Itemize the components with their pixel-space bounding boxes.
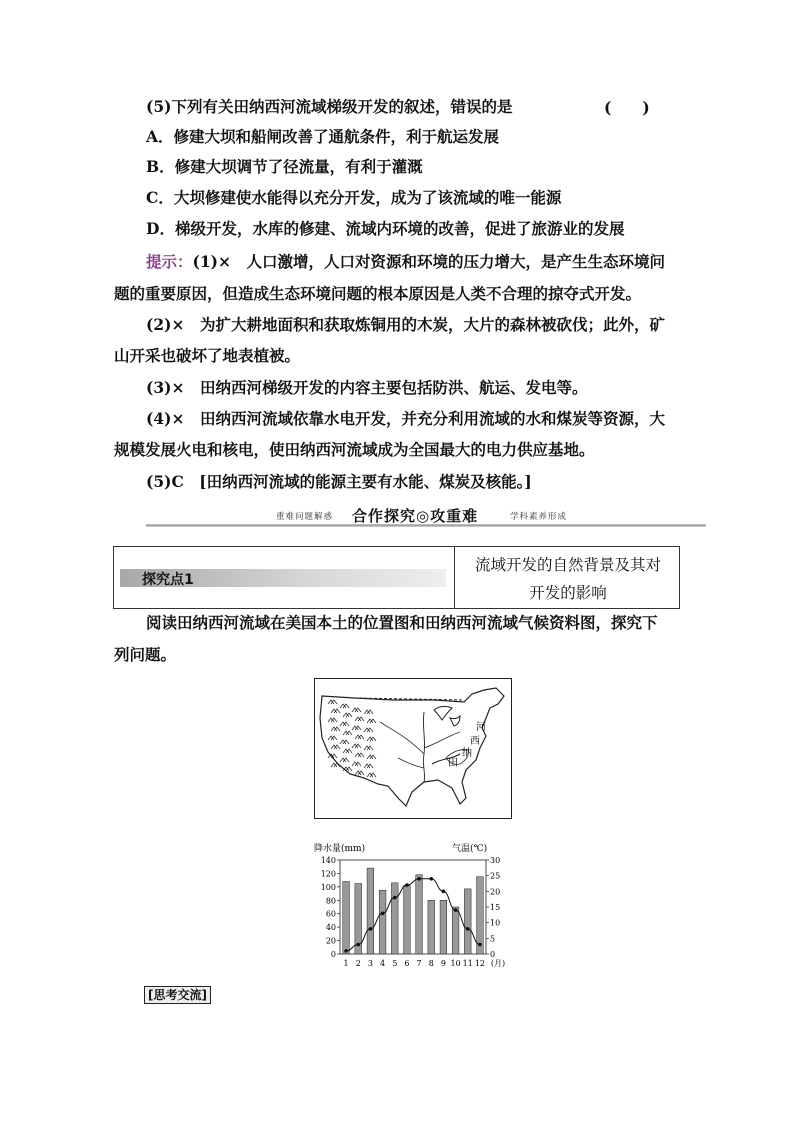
precip-bar-4 (391, 883, 398, 954)
xtick-6: 7 (416, 959, 422, 968)
precip-bar-3 (379, 890, 386, 954)
precip-bar-2 (367, 868, 374, 954)
precip-bar-8 (440, 900, 447, 954)
ytick-left-4: 80 (325, 896, 336, 906)
xtick-5: 6 (404, 959, 410, 968)
chart-plot-frame (340, 860, 486, 954)
precip-bar-10 (464, 889, 471, 954)
temp-point-1 (356, 943, 360, 947)
ytick-left-0: 0 (330, 950, 336, 959)
ytick-right-3: 15 (490, 903, 501, 912)
hint-4-line2: 规模发展火电和核电，使田纳西河流域成为全国最大的电力供应基地。 (114, 440, 595, 459)
ytick-right-1: 5 (490, 934, 496, 944)
option-c: C．大坝修建使水能得以充分开发，成为了该流域的唯一能源 (146, 188, 562, 207)
xtick-2: 3 (367, 959, 373, 968)
ytick-right-4: 20 (490, 887, 501, 897)
xtick-8: 9 (440, 959, 446, 968)
inquiry-tag-cell (114, 547, 455, 608)
temp-point-4 (393, 896, 397, 900)
precip-bar-0 (343, 881, 350, 954)
hint-2-line2: 山开采也破坏了地表植被。 (114, 346, 301, 365)
xtick-9: 10 (450, 959, 461, 968)
xtick-7: 8 (428, 959, 434, 968)
precip-bar-9 (452, 907, 459, 954)
xtick-unit: (月) (490, 959, 506, 968)
ytick-right-6: 30 (490, 856, 501, 865)
temp-point-0 (344, 949, 348, 953)
ytick-left-3: 60 (325, 909, 336, 919)
chart-temp-line (344, 877, 481, 953)
inquiry-tag: 探究点1 (142, 572, 194, 588)
banner-title: 合作探究◎攻重难 (352, 507, 479, 525)
ytick-left-6: 120 (320, 869, 336, 879)
option-b: B．修建大坝调节了径流量，有利于灌溉 (146, 157, 423, 176)
hint-1-text: (1)× 人口激增，人口对资源和环境的压力增大，是产生生态环境问 (192, 252, 665, 271)
option-a: A．修建大坝和船闸改善了通航条件，利于航运发展 (146, 127, 500, 146)
map-label-he: 河 (476, 722, 486, 733)
hint-4-line1: (4)× 田纳西河流域依靠水电开发，并充分利用流域的水和煤炭等资源，大 (146, 409, 665, 428)
precip-bar-11 (477, 877, 484, 954)
precip-bar-5 (404, 886, 411, 954)
chart-ylabel-right: 气温(℃) (452, 844, 488, 854)
think-exchange-label: [思考交流] (144, 986, 211, 1004)
precip-bar-6 (416, 875, 423, 954)
hint-5: (5)C [田纳西河流域的能源主要有水能、煤炭及核能。] (146, 472, 532, 491)
ytick-left-7: 140 (320, 856, 336, 865)
us-location-map (314, 678, 512, 819)
temp-point-7 (429, 877, 433, 881)
temp-point-2 (369, 927, 373, 931)
temp-point-10 (466, 927, 470, 931)
map-label-na: 纳 (462, 748, 472, 759)
ytick-left-2: 40 (325, 923, 336, 933)
xtick-1: 2 (355, 959, 361, 968)
temp-point-5 (405, 883, 409, 887)
temp-point-9 (454, 908, 458, 912)
ytick-right-0: 0 (490, 950, 496, 959)
ytick-left-5: 100 (320, 882, 336, 892)
inquiry-table (113, 546, 680, 609)
inquiry-title-line1: 流域开发的自然背景及其对 (474, 556, 661, 574)
xtick-0: 1 (343, 959, 349, 968)
option-d: D．梯级开发，水库的修建、流域内环境的改善，促进了旅游业的发展 (146, 219, 625, 238)
xtick-3: 4 (380, 959, 386, 968)
climate-chart (310, 838, 530, 974)
intro-line1: 阅读田纳西河流域在美国本土的位置图和田纳西河流域气候资料图，探究下 (146, 613, 658, 632)
xtick-4: 5 (392, 959, 398, 968)
map-label-xi: 西 (470, 736, 480, 747)
hint-label: 提示： (146, 252, 193, 271)
ytick-left-1: 20 (325, 936, 336, 946)
ytick-right-2: 10 (490, 918, 501, 928)
temp-point-11 (478, 943, 482, 947)
temp-point-6 (417, 877, 421, 881)
xtick-11: 12 (474, 959, 486, 968)
chart-bars (343, 868, 484, 954)
temp-point-8 (442, 890, 446, 894)
inquiry-title-line2: 开发的影响 (529, 584, 607, 602)
answer-paren: ( ) (604, 98, 650, 117)
xtick-10: 11 (462, 959, 473, 968)
temp-curve (346, 879, 480, 951)
ytick-right-5: 25 (490, 871, 501, 881)
inquiry-title (462, 551, 674, 607)
temp-point-3 (381, 911, 385, 915)
hint-2-line1: (2)× 为扩大耕地面积和获取炼铜用的木炭，大片的森林被砍伐；此外，矿 (146, 315, 665, 334)
banner-left-text: 重难问题解惑 (276, 512, 334, 522)
precip-bar-7 (428, 900, 435, 954)
hint-1-line2: 题的重要原因，但造成生态环境问题的根本原因是人类不合理的掠夺式开发。 (114, 284, 642, 303)
hint-1-line1 (146, 251, 665, 273)
question5-stem: (5)下列有关田纳西河流域梯级开发的叙述，错误的是 (146, 97, 513, 116)
section-banner (146, 505, 706, 531)
hint-3: (3)× 田纳西河梯级开发的内容主要包括防洪、航运、发电等。 (146, 378, 588, 397)
chart-axes (340, 860, 486, 954)
chart-ylabel-left: 降水量(mm) (314, 844, 366, 854)
map-label-tian: 田 (448, 758, 458, 769)
intro-line2: 列问题。 (114, 645, 177, 664)
banner-right-text: 学科素养形成 (510, 512, 568, 522)
inquiry-tag-bar (120, 569, 446, 587)
